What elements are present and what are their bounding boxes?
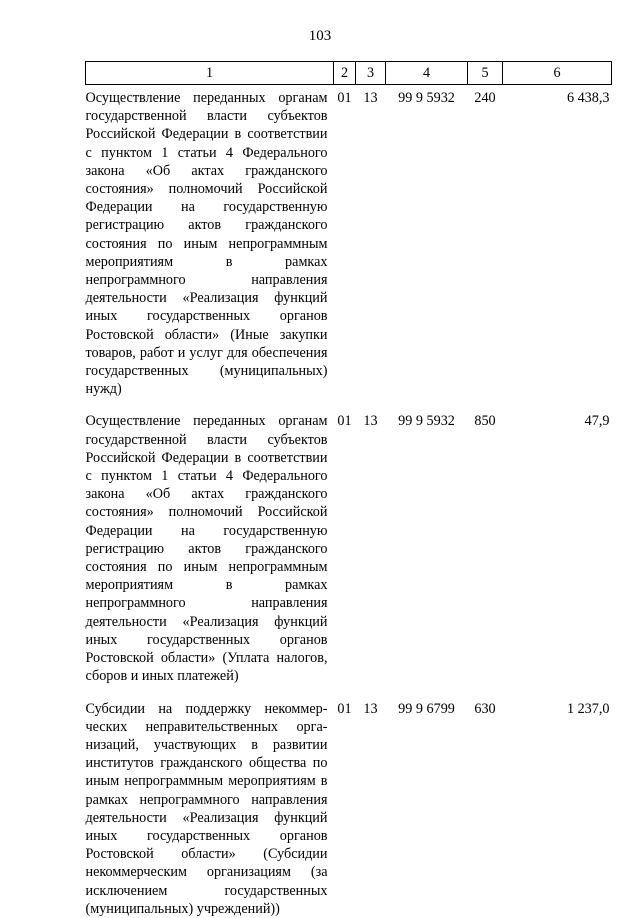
header-col-1: 1 [86, 62, 334, 85]
row-section-code: 01 [337, 90, 352, 106]
table-row [86, 85, 612, 399]
header-col-2: 2 [334, 62, 356, 85]
budget-table [85, 61, 612, 918]
row-expense-type-code: 240 [474, 90, 496, 106]
row-description: Осуществление переданных органам государственной власти субъектов Российской Федерации в соответствии с пунктом 1 статьи 4 Федерального закона «Об актах гражданского состояния» полномочий Российской Федерации на государственную регистрацию актов гражданского состояния по иным непрограммным мероприятиям в рамках непрограммного направления деятельности «Реализация функций иных государственных органов Ростовской области» (Уплата налогов, сборов и иных платежей) [85, 413, 328, 685]
row-amount: 1 237,0 [566, 700, 610, 717]
header-col-5: 5 [468, 62, 503, 85]
row-section-code: 01 [337, 700, 352, 717]
row-subsection-code: 13 [363, 413, 378, 430]
row-section-code: 01 [337, 413, 352, 430]
table-body [86, 85, 612, 918]
table-row [86, 696, 612, 918]
row-target-article-code: 99 9 5932 [398, 90, 455, 106]
row-description: Субсидии на поддержку некоммерческих неправительственных организаций, участвующих в развитии институтов гражданского общества по иным непрограммным мероприятиям в рамках непрограммного направления деятельности «Реализация функций иных государственных органов Ростовской области» (Субсидии некоммерческим организациям (за исключением государственных (муниципальных) учреждений)) [85, 700, 328, 917]
row-amount: 6 438,3 [566, 90, 610, 106]
row-target-article-code: 99 9 6799 [398, 700, 455, 717]
header-row [86, 62, 612, 85]
header-col-6: 6 [503, 62, 612, 85]
row-spacer [86, 686, 612, 696]
row-amount: 47,9 [584, 413, 610, 430]
row-target-article-code: 99 9 5932 [398, 413, 455, 430]
row-subsection-code: 13 [363, 700, 378, 717]
page-number: 103 [308, 28, 332, 44]
row-expense-type-code: 630 [474, 700, 496, 717]
row-description: Осуществление переданных органам государственной власти субъектов Российской Федерации в соответствии с пунктом 1 статьи 4 Федерального закона «Об актах гражданского состояния» полномочий Российской Федерации на государственную регистрацию актов гражданского состояния по иным непрограммным мероприятиям в рамках непрограммного направления деятельности «Реализация функций иных государственных органов Ростовской области» (Иные закупки товаров, работ и услуг для обеспечения государственных (муниципальных) нужд) [85, 90, 328, 398]
header-col-3: 3 [356, 62, 386, 85]
table-row [86, 408, 612, 685]
table-header [86, 62, 612, 85]
header-col-4: 4 [386, 62, 468, 85]
row-spacer [86, 398, 612, 408]
row-subsection-code: 13 [363, 90, 378, 106]
row-expense-type-code: 850 [474, 413, 496, 430]
